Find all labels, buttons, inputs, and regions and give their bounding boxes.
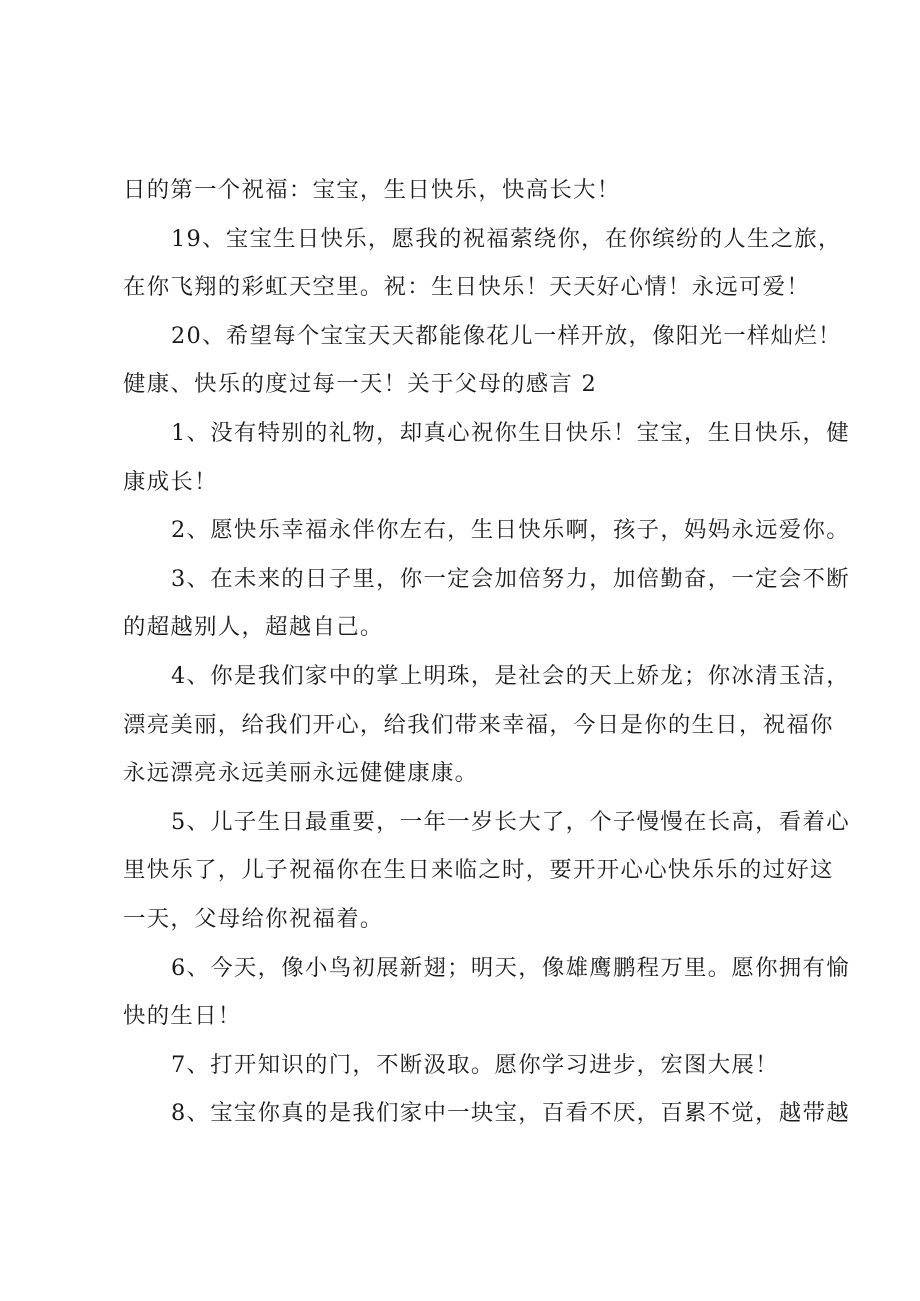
text-line: 在你飞翔的彩虹天空里。祝：生日快乐！天天好心情！永远可爱！	[123, 274, 811, 301]
text-line: 6、今天，像小鸟初展新翅；明天，像雄鹰鹏程万里。愿你拥有愉	[171, 954, 850, 981]
text-line: 一天，父母给你祝福着。	[123, 905, 384, 932]
text-line: 日的第一个祝福：宝宝，生日快乐，快高长大！	[123, 177, 621, 203]
text-line: 7、打开知识的门，不断汲取。愿你学习进步，宏图大展！	[171, 1051, 779, 1078]
text-line: 快的生日！	[123, 1003, 242, 1030]
text-line: 5、儿子生日最重要，一年一岁长大了，个子慢慢在长高，看着心	[171, 808, 850, 835]
text-line: 永远漂亮永远美丽永远健健康康。	[123, 760, 479, 787]
text-line: 的超越别人，超越自己。	[123, 614, 384, 641]
text-line: 健康、快乐的度过每一天！关于父母的感言 2	[123, 371, 598, 398]
text-line: 漂亮美丽，给我们开心，给我们带来幸福，今日是你的生日，祝福你	[123, 711, 834, 738]
text-line: 19、宝宝生日快乐，愿我的祝福萦绕你，在你缤纷的人生之旅，	[171, 225, 842, 252]
text-line: 8、宝宝你真的是我们家中一块宝，百看不厌，百累不觉，越带越	[171, 1100, 850, 1127]
text-line: 1、没有特别的礼物，却真心祝你生日快乐！宝宝，生日快乐，健	[171, 419, 850, 446]
text-line: 4、你是我们家中的掌上明珠，是社会的天上娇龙；你冰清玉洁，	[171, 662, 850, 689]
document-body	[123, 166, 850, 1138]
text-line: 康成长！	[123, 468, 218, 495]
text-line: 里快乐了，儿子祝福你在生日来临之时，要开开心心快乐乐的过好这	[123, 857, 834, 884]
text-line: 2、愿快乐幸福永伴你左右，生日快乐啊，孩子，妈妈永远爱你。	[171, 517, 850, 544]
text-line: 3、在未来的日子里，你一定会加倍努力，加倍勤奋，一定会不断	[171, 565, 850, 592]
text-line: 20、希望每个宝宝天天都能像花儿一样开放，像阳光一样灿烂！	[171, 322, 842, 349]
